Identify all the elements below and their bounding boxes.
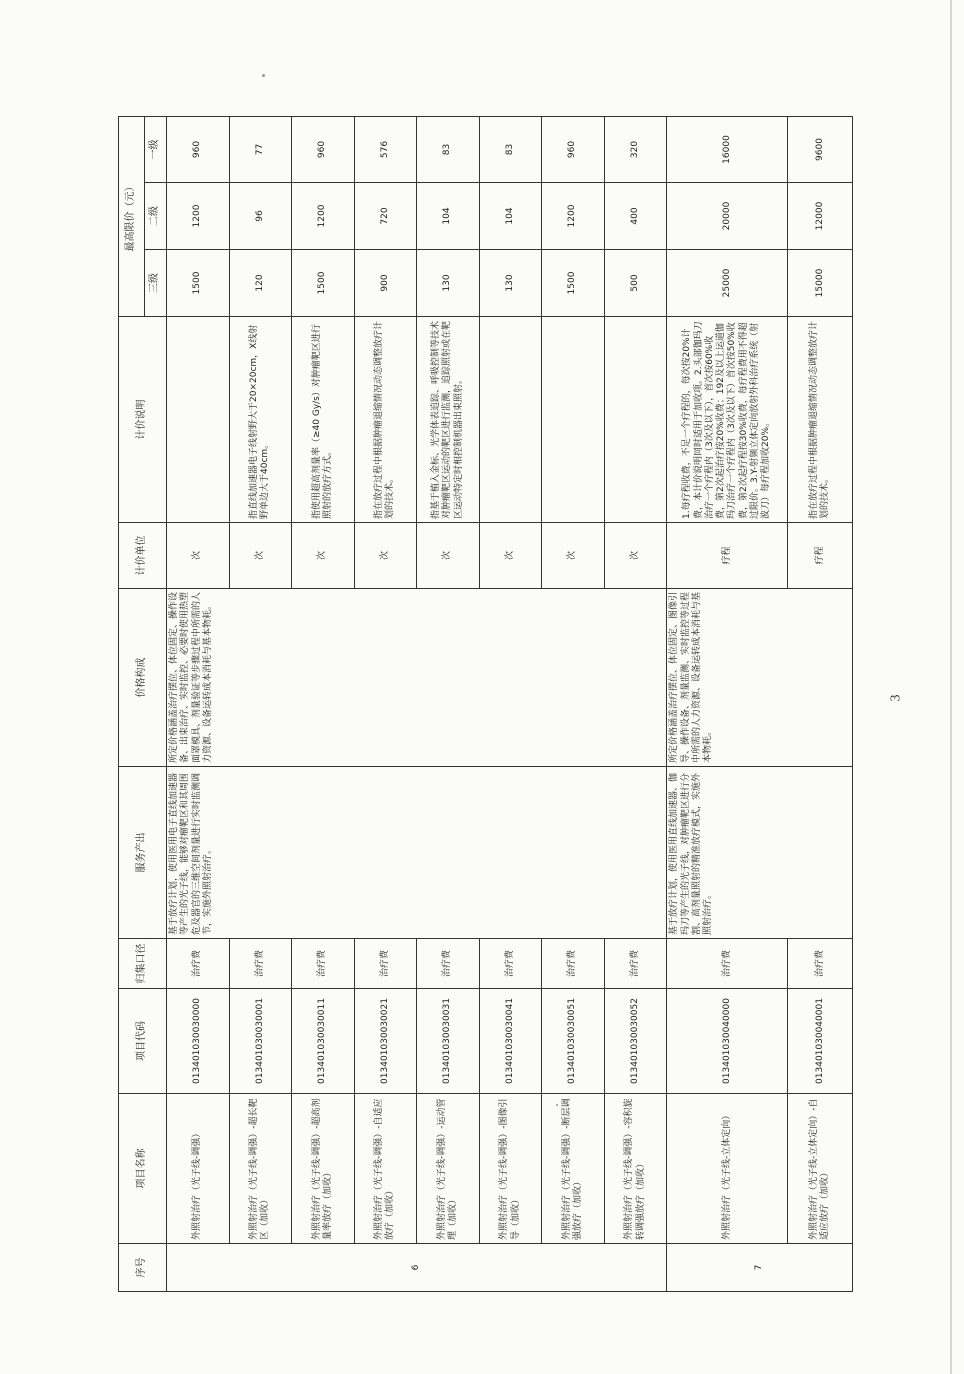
price-level3: 130 xyxy=(479,250,542,317)
header-code: 项目代码 xyxy=(119,989,167,1094)
price-level1: 960 xyxy=(542,116,605,182)
price-level1: 960 xyxy=(167,116,230,182)
price-level2: 104 xyxy=(479,183,542,250)
scan-edge-shadow xyxy=(950,0,952,1374)
price-level2: 1200 xyxy=(292,183,355,250)
item-code: 013401030030031 xyxy=(417,989,480,1094)
item-unit: 疗程 xyxy=(667,523,788,589)
item-name: 外照射治疗（光子线-调强）-断层调强放疗（加收） xyxy=(542,1094,605,1244)
item-name: 外照射治疗（光子线-调强）-自适应放疗（加收） xyxy=(354,1094,417,1244)
item-category: 治疗费 xyxy=(667,939,788,989)
price-table-rotated xyxy=(118,117,853,1292)
table-row xyxy=(167,116,230,1291)
price-level2: 1200 xyxy=(542,183,605,250)
item-code: 013401030030052 xyxy=(604,989,667,1094)
header-output: 服务产出 xyxy=(119,767,167,939)
item-category: 治疗费 xyxy=(229,939,292,989)
price-level1: 77 xyxy=(229,116,292,182)
price-level1: 83 xyxy=(479,116,542,182)
item-notes: 指使用超高剂量率（≥40 Gy/s）对肿瘤靶区进行照射的放疗方式。 xyxy=(292,317,355,523)
price-level2: 104 xyxy=(417,183,480,250)
item-name: 外照射治疗（光子线-立体定向）-自适应放疗（加收） xyxy=(788,1094,853,1244)
item-unit: 疗程 xyxy=(788,523,853,589)
price-level2: 400 xyxy=(604,183,667,250)
item-category: 治疗费 xyxy=(167,939,230,989)
item-category: 治疗费 xyxy=(604,939,667,989)
price-level1: 576 xyxy=(354,116,417,182)
item-notes: 指基于植入金标、光学体表追踪、呼吸控制等技术对肿瘤靶区运动的靶区进行监测，追踪照射或在靶区运动特定时相控制机器出束照射。 xyxy=(417,317,480,523)
price-level3: 1500 xyxy=(167,250,230,317)
header-price-composition: 价格构成 xyxy=(119,589,167,767)
item-category: 治疗费 xyxy=(788,939,853,989)
item-notes: 指直线加速器电子线射野大于20×20cm，X线射野单边大于40cm。 xyxy=(229,317,292,523)
price-level1: 16000 xyxy=(667,116,788,182)
item-code: 013401030040001 xyxy=(788,989,853,1094)
item-unit: 次 xyxy=(292,523,355,589)
item-category: 治疗费 xyxy=(292,939,355,989)
item-unit: 次 xyxy=(479,523,542,589)
item-unit: 次 xyxy=(542,523,605,589)
item-name: 外照射治疗（光子线-立体定向） xyxy=(667,1094,788,1244)
price-level1: 320 xyxy=(604,116,667,182)
item-code: 013401030030051 xyxy=(542,989,605,1094)
header-level2: 二级 xyxy=(145,183,167,250)
price-level2: 1200 xyxy=(167,183,230,250)
header-max-price: 最高限价（元） xyxy=(119,116,145,316)
page-number: 3 xyxy=(888,694,904,702)
price-composition: 所定价格涵盖治疗摆位、体位固定、操作设备、出束治疗、实时监控、必要时使用热塑面罩模具、剂量验证等步骤过程中所需的人力资源、设备运转成本消耗与基本物耗。 xyxy=(167,589,667,767)
header-seq: 序号 xyxy=(119,1244,167,1292)
item-name: 外照射治疗（光子线-调强）-运动管理（加收） xyxy=(417,1094,480,1244)
price-level3: 1500 xyxy=(292,250,355,317)
price-level1: 9600 xyxy=(788,116,853,182)
item-code: 013401030030001 xyxy=(229,989,292,1094)
price-level3: 15000 xyxy=(788,250,853,317)
item-notes: 1.每疗程收费，不足一个疗程的，每次按20%计费，本计价说明同时适用于加收项。2.头部伽玛刀治疗一个疗程内（3次及以下），首次按60%收费，第2次起治疗按20%收费；192及以上运道伽玛刀治疗一个疗程内（3次及以下）首次按50%收费，第2次起疗程按30%收费，每疗程费用不得超过限价。3.Y-射频立体定向放射外科治疗系统（射波刀）每疗程加收20%。 xyxy=(667,317,788,523)
item-notes: 指在放疗过程中根据肿瘤退缩情况动态调整放疗计划的技术。 xyxy=(788,317,853,523)
price-level1: 83 xyxy=(417,116,480,182)
item-unit: 次 xyxy=(354,523,417,589)
price-level1: 960 xyxy=(292,116,355,182)
header-level1: 一级 xyxy=(145,116,167,182)
item-name: 外照射治疗（光子线-调强）-超长靶区（加收） xyxy=(229,1094,292,1244)
item-code: 013401030040000 xyxy=(667,989,788,1094)
service-output: 基于放疗计划，使用医用电子直线加速器等产生的光子线，能够对瘤靶区和其周围危及器官的三维空间剂量进行实时监测调节，实施外照射治疗。 xyxy=(167,767,667,939)
header-level3: 三级 xyxy=(145,250,167,317)
price-level3: 500 xyxy=(604,250,667,317)
item-unit: 次 xyxy=(604,523,667,589)
price-level3: 25000 xyxy=(667,250,788,317)
item-name: 外照射治疗（光子线-调强）-容积旋转调强放疗（加收） xyxy=(604,1094,667,1244)
header-notes: 计价说明 xyxy=(119,317,167,523)
item-unit: 次 xyxy=(417,523,480,589)
price-level2: 96 xyxy=(229,183,292,250)
item-category: 治疗费 xyxy=(417,939,480,989)
item-code: 013401030030011 xyxy=(292,989,355,1094)
item-category: 治疗费 xyxy=(542,939,605,989)
item-category: 治疗费 xyxy=(354,939,417,989)
item-notes: 指在放疗过程中根据肿瘤退缩情况动态调整放疗计划的技术。 xyxy=(354,317,417,523)
item-notes xyxy=(479,317,542,523)
scan-speck xyxy=(262,74,265,77)
item-name: 外照射治疗（光子线-调强）-超高剂量率放疗（加收） xyxy=(292,1094,355,1244)
price-level3: 1500 xyxy=(542,250,605,317)
price-level2: 720 xyxy=(354,183,417,250)
header-unit: 计价单位 xyxy=(119,523,167,589)
item-name: 外照射治疗（光子线-调强） xyxy=(167,1094,230,1244)
table-row xyxy=(667,116,788,1291)
price-level3: 130 xyxy=(417,250,480,317)
item-code: 013401030030021 xyxy=(354,989,417,1094)
item-code: 013401030030000 xyxy=(167,989,230,1094)
header-category: 归集口径 xyxy=(119,939,167,989)
price-level2: 12000 xyxy=(788,183,853,250)
item-name: 外照射治疗（光子线-调强）-图像引导（加收） xyxy=(479,1094,542,1244)
seq-cell: 6 xyxy=(167,1244,667,1292)
price-table xyxy=(118,116,853,1292)
price-level2: 20000 xyxy=(667,183,788,250)
price-level3: 120 xyxy=(229,250,292,317)
header-name: 项目名称 xyxy=(119,1094,167,1244)
item-notes xyxy=(542,317,605,523)
item-notes xyxy=(167,317,230,523)
item-unit: 次 xyxy=(167,523,230,589)
item-notes xyxy=(604,317,667,523)
price-composition: 所定价格涵盖治疗摆位、体位固定、图像引导、操作设备、剂量监测、实时监控等过程中所需的人力资源、设备运转成本消耗与基本物耗。 xyxy=(667,589,853,767)
service-output: 基于放疗计划，使用医用直线加速器、伽玛刀等产生的光子线，对肿瘤靶区进行分割、高剂量照射的精准放疗模式，实施外照射治疗。 xyxy=(667,767,853,939)
seq-cell: 7 xyxy=(667,1244,853,1292)
item-code: 013401030030041 xyxy=(479,989,542,1094)
price-level3: 900 xyxy=(354,250,417,317)
item-category: 治疗费 xyxy=(479,939,542,989)
item-unit: 次 xyxy=(229,523,292,589)
